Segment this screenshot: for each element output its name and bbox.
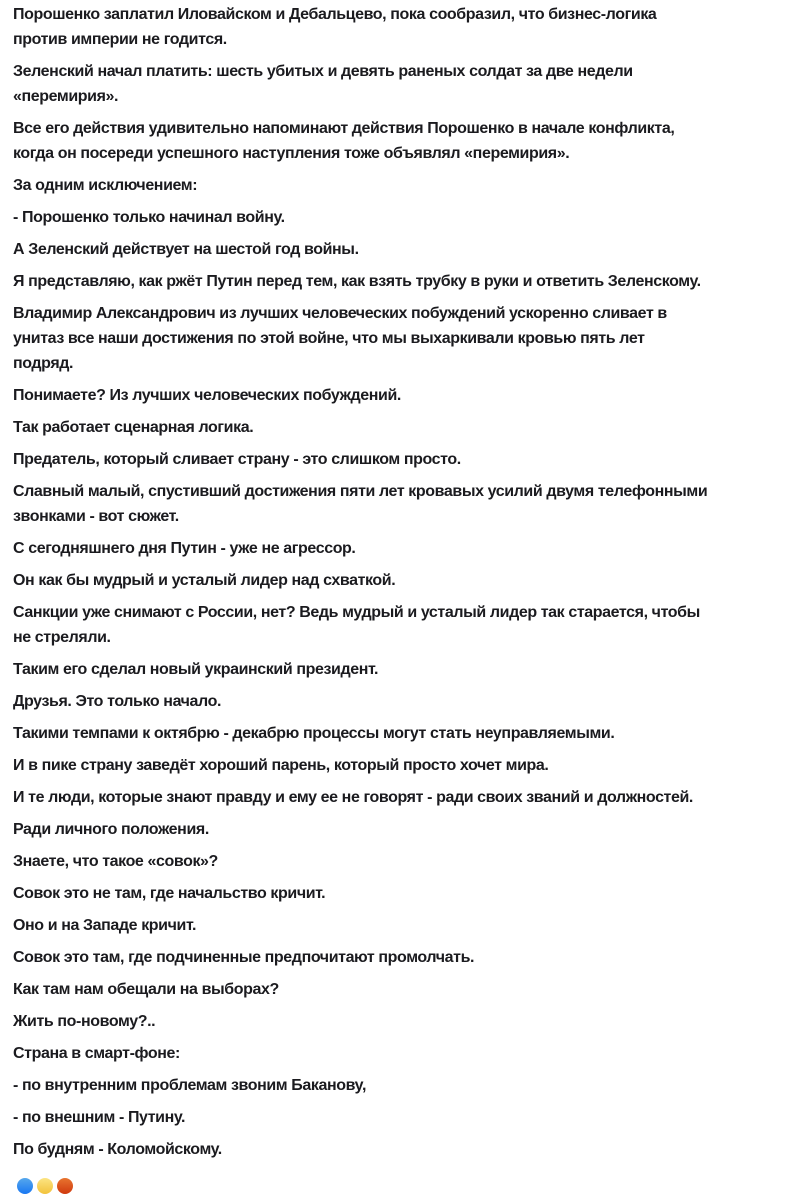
post-text-line: против империи не годится. [13, 31, 227, 48]
post-text-line: Знаете, что такое «совок»? [13, 853, 218, 870]
post-text-line: За одним исключением: [13, 177, 198, 194]
post-text-line: Все его действия удивительно напоминают действия Порошенко в начале конфликта, [13, 120, 675, 137]
post-paragraph [13, 817, 800, 842]
post-text-line: не стреляли. [13, 629, 111, 646]
post-text-line: - Порошенко только начинал войну. [13, 209, 285, 226]
post-paragraph [13, 600, 800, 650]
post-paragraph [13, 173, 800, 198]
post-text-line: унитаз все наши достижения по этой войне, что мы выхаркивали кровью пять лет [13, 330, 645, 347]
post-text-line: Оно и на Западе кричит. [13, 917, 197, 934]
post-paragraph [13, 568, 800, 593]
post-text-line: Совок это там, где подчиненные предпочитают промолчать. [13, 949, 475, 966]
post-text-line: - по внешним - Путину. [13, 1109, 186, 1126]
post-paragraph [13, 1137, 800, 1162]
post-text-line: подряд. [13, 355, 74, 372]
post-paragraph [13, 59, 800, 109]
post-text-line: Владимир Александрович из лучших человеческих побуждений ускоренно сливает в [13, 305, 667, 322]
post-text-line: Как там нам обещали на выборах? [13, 981, 279, 998]
post-paragraph [13, 415, 800, 440]
post-text-line: Понимаете? Из лучших человеческих побуждений. [13, 387, 401, 404]
post-paragraph [13, 479, 800, 529]
post-paragraph [13, 301, 800, 376]
post-text-line: Он как бы мудрый и усталый лидер над схваткой. [13, 572, 396, 589]
post-paragraph [13, 2, 800, 52]
post-text-line: По будням - Коломойскому. [13, 1141, 222, 1158]
post-paragraph [13, 689, 800, 714]
post-text-line: Я представляю, как ржёт Путин перед тем, как взять трубку в руки и ответить Зеленскому. [13, 273, 701, 290]
post-paragraph [13, 447, 800, 472]
post-paragraph [13, 237, 800, 262]
post-text-line: Такими темпами к октябрю - декабрю процессы могут стать неуправляемыми. [13, 725, 615, 742]
post-paragraph [13, 881, 800, 906]
post-text-line: Совок это не там, где начальство кричит. [13, 885, 326, 902]
post-paragraph [13, 383, 800, 408]
post-text-line: С сегодняшнего дня Путин - уже не агрессор. [13, 540, 356, 557]
post-text-line: звонками - вот сюжет. [13, 508, 179, 525]
post-paragraph [13, 269, 800, 294]
post-paragraph [13, 536, 800, 561]
post-text-line: И те люди, которые знают правду и ему ее не говорят - ради своих званий и должностей. [13, 789, 693, 806]
post-paragraph [13, 1105, 800, 1130]
post-text-line: «перемирия». [13, 88, 119, 105]
post-text-line: Ради личного положения. [13, 821, 209, 838]
like-reaction-icon[interactable] [17, 1178, 33, 1194]
post-paragraph [13, 945, 800, 970]
reaction-bar[interactable] [17, 1178, 73, 1194]
post-text-line: Зеленский начал платить: шесть убитых и девять раненых солдат за две недели [13, 63, 633, 80]
post-paragraph [13, 721, 800, 746]
post-text-line: И в пике страну заведёт хороший парень, который просто хочет мира. [13, 757, 549, 774]
post-paragraph [13, 977, 800, 1002]
post-paragraph [13, 1009, 800, 1034]
post-paragraph [13, 849, 800, 874]
post-text-line: Славный малый, спустивший достижения пяти лет кровавых усилий двумя телефонными [13, 483, 708, 500]
post-paragraph [13, 1041, 800, 1066]
post-text-line: когда он посереди успешного наступления тоже объявлял «перемирия». [13, 145, 570, 162]
post-text-line: Предатель, который сливает страну - это слишком просто. [13, 451, 461, 468]
post-text-line: - по внутренним проблемам звоним Баканову, [13, 1077, 366, 1094]
angry-reaction-icon[interactable] [57, 1178, 73, 1194]
post-paragraph [13, 657, 800, 682]
post-text-line: А Зеленский действует на шестой год войны. [13, 241, 359, 258]
post-text-line: Таким его сделал новый украинский президент. [13, 661, 379, 678]
post-text-line: Санкции уже снимают с России, нет? Ведь мудрый и усталый лидер так старается, чтобы [13, 604, 700, 621]
post-paragraph [13, 913, 800, 938]
post-text-line: Друзья. Это только начало. [13, 693, 222, 710]
post-paragraph [13, 116, 800, 166]
post-paragraph [13, 785, 800, 810]
post-paragraph [13, 753, 800, 778]
post-text-line: Порошенко заплатил Иловайском и Дебальцево, пока сообразил, что бизнес-логика [13, 6, 657, 23]
haha-reaction-icon[interactable] [37, 1178, 53, 1194]
post-text-line: Жить по-новому?.. [13, 1013, 156, 1030]
post-text-line: Страна в смарт-фоне: [13, 1045, 180, 1062]
post-paragraph [13, 205, 800, 230]
post-text-line: Так работает сценарная логика. [13, 419, 254, 436]
post-paragraph [13, 1073, 800, 1098]
